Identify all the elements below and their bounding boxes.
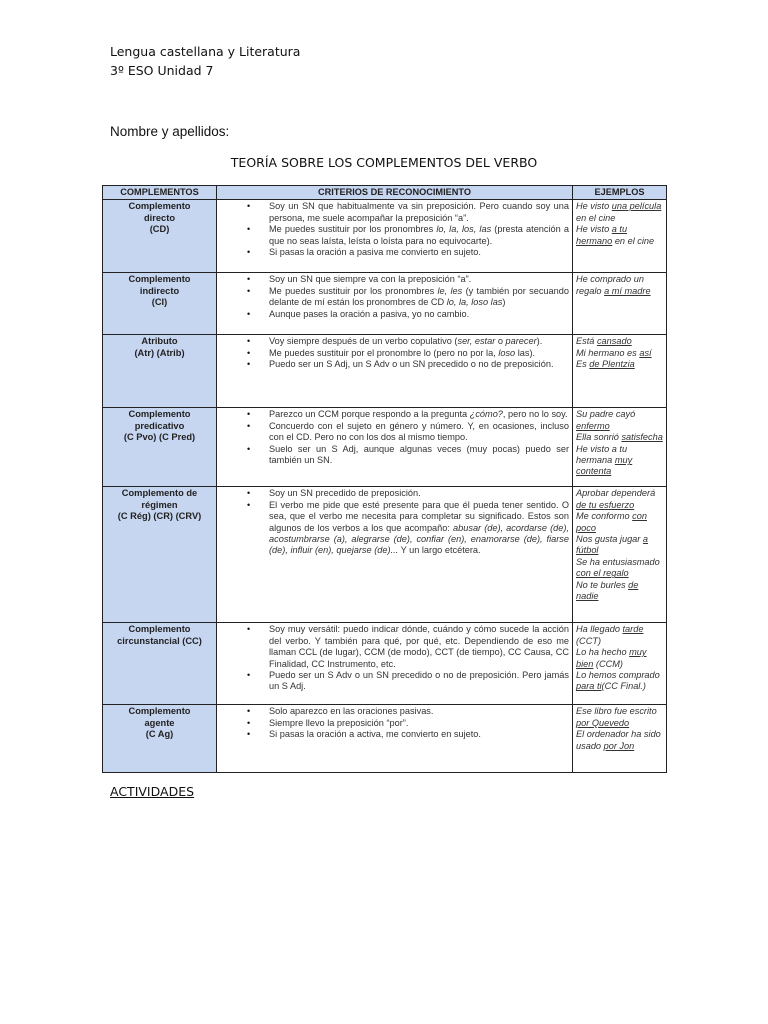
example-line [576, 224, 663, 247]
example-text: He visto [576, 201, 612, 212]
criteria-text: , pero no lo soy. [502, 409, 568, 420]
examples-cell [573, 273, 667, 335]
example-line [576, 432, 663, 443]
example-highlight: tarde [622, 624, 644, 635]
table-header-row [103, 186, 667, 200]
example-highlight: por Quevedo [576, 717, 630, 728]
example-line [576, 201, 663, 224]
example-highlight: a fútbol [576, 534, 649, 556]
criteria-italic-text: ser, estar [457, 336, 496, 347]
example-line [576, 706, 663, 729]
complement-name-line: Atributo [141, 336, 178, 347]
criteria-italic-text: lo, la, loso las [446, 297, 503, 308]
example-line [576, 557, 663, 580]
criteria-text: ) [502, 297, 506, 308]
examples-cell [573, 705, 667, 773]
example-highlight: de Plentzia [589, 359, 635, 370]
criteria-text: Si pasas la oración a activa, me convierto en sujeto. [269, 729, 481, 740]
criteria-text: las). [515, 347, 536, 358]
complement-name-line: Complemento de [121, 488, 198, 499]
criteria-text: Parezco un CCM porque respondo a la pregunta [269, 409, 470, 420]
criteria-text: (presta atención a que no seas laísta, leísta o loísta para no equivocarte). [269, 224, 569, 246]
example-line [576, 488, 663, 511]
example-text: Está [576, 336, 597, 347]
example-text: Mi hermano es [576, 347, 640, 358]
criteria-item [220, 348, 569, 359]
criteria-item [220, 444, 569, 467]
criteria-text: Soy muy versátil: puedo indicar dónde, cuándo y cómo sucede la acción del verbo. Y también para qué, por qué, etc. Dependiendo de eso me llaman CCL (de lugar), CCM (de modo), CCT (de tiempo), CC Causa, CC Finalidad, CC Instrumento, etc. [269, 624, 569, 669]
criteria-cell [217, 705, 573, 773]
table-row [103, 487, 667, 623]
example-text: Aprobar dependerá [576, 488, 656, 499]
example-highlight: enfermo [576, 420, 610, 431]
example-highlight: por Jon [603, 740, 635, 751]
criteria-italic-text: ¿cómo? [469, 409, 503, 420]
table-row [103, 335, 667, 408]
criteria-text: Concuerdo con el sujeto en género y número. Y, en ocasiones, incluso con el CD. Pero no con los dos al mismo tiempo. [269, 420, 569, 443]
criteria-text: Soy un SN que siempre va con la preposición “a”. [269, 274, 472, 285]
complement-name [103, 408, 217, 487]
example-highlight: a mí madre [604, 285, 651, 296]
complement-name-line: (CI) [151, 297, 168, 308]
example-highlight: cansado [596, 336, 632, 347]
example-text: Su padre cayó [576, 409, 636, 420]
example-line [576, 647, 663, 670]
examples-cell [573, 408, 667, 487]
criteria-item [220, 274, 569, 285]
complements-table [102, 185, 667, 773]
complement-name-line: (C Pvo) (C Pred) [123, 432, 196, 443]
header-complementos: COMPLEMENTOS [103, 186, 217, 200]
criteria-item [220, 718, 569, 729]
criteria-list [220, 274, 569, 320]
example-line [576, 534, 663, 557]
criteria-cell [217, 273, 573, 335]
complement-name [103, 273, 217, 335]
example-text: He comprado un regalo [576, 274, 644, 296]
criteria-text: Si pasas la oración a pasiva me convierto en sujeto. [269, 247, 481, 258]
criteria-text: Aunque pases la oración a pasiva, yo no cambio. [269, 308, 470, 319]
criteria-list [220, 488, 569, 556]
criteria-item [220, 409, 569, 420]
criteria-italic-text: parecer [505, 336, 537, 347]
criteria-item [220, 500, 569, 557]
example-highlight: con el regalo [576, 568, 629, 579]
document-header [110, 42, 300, 80]
criteria-text: Puedo ser un S Adj, un S Adv o un SN precedido o no de preposición. [269, 359, 554, 370]
example-text: (CCM) [593, 658, 623, 669]
criteria-item [220, 624, 569, 670]
complement-name [103, 487, 217, 623]
example-line [576, 444, 663, 478]
criteria-text: Voy siempre después de un verbo copulativo ( [269, 336, 458, 347]
table-row [103, 705, 667, 773]
example-text: Me conformo [576, 511, 633, 522]
criteria-item [220, 247, 569, 258]
criteria-text: El verbo me pide que esté presente para que él pueda tener sentido. O sea, que el verbo me necesita para completar su significado. Estos son algunos de los verbos a los que acompaño: [269, 499, 569, 533]
example-text: El ordenador ha sido usado [576, 729, 661, 751]
example-text: en el cine [576, 212, 616, 223]
complement-name-line: agente [144, 717, 175, 728]
criteria-item [220, 359, 569, 370]
criteria-item [220, 201, 569, 224]
complement-name [103, 705, 217, 773]
example-text: Ese libro fue escrito [576, 706, 657, 717]
example-highlight: de nadie [576, 579, 639, 602]
complement-name [103, 623, 217, 705]
example-highlight: una película [611, 201, 662, 212]
examples-cell [573, 335, 667, 408]
example-highlight: muy bien [576, 647, 647, 669]
criteria-list [220, 201, 569, 258]
example-highlight: satisfecha [621, 432, 663, 443]
criteria-item [220, 336, 569, 347]
criteria-text: o [495, 336, 506, 347]
example-text: He visto [576, 224, 612, 235]
example-line [576, 511, 663, 534]
criteria-cell [217, 335, 573, 408]
examples-cell [573, 623, 667, 705]
example-highlight: muy contenta [576, 455, 633, 477]
example-line [576, 670, 663, 693]
criteria-text: Suelo ser un S Adj, aunque algunas veces (muy pocas) puedo ser también un SN. [269, 443, 569, 466]
criteria-cell [217, 408, 573, 487]
complement-name-line: predicativo [134, 420, 185, 431]
complement-name-line: (C Ag) [145, 729, 174, 740]
criteria-text: Siempre llevo la preposición “por”. [269, 717, 409, 728]
criteria-text: Y un largo etcétera. [398, 545, 481, 556]
example-text: Nos gusta jugar [576, 534, 643, 545]
example-text: He visto a tu hermana [576, 443, 628, 466]
example-highlight: con poco [576, 511, 647, 533]
example-line [576, 580, 663, 603]
criteria-item [220, 224, 569, 247]
complement-name-line: (C Rég) (CR) (CRV) [117, 511, 202, 522]
example-text: en el cine [612, 235, 655, 246]
example-line [576, 359, 663, 370]
criteria-text: Me puedes sustituir por los pronombres [269, 224, 437, 235]
example-text: Ha llegado [576, 624, 623, 635]
table-body [103, 200, 667, 773]
criteria-list [220, 336, 569, 370]
criteria-item [220, 729, 569, 740]
criteria-cell [217, 623, 573, 705]
criteria-item [220, 421, 569, 444]
complement-name [103, 200, 217, 273]
criteria-text: Soy un SN que habitualmente va sin preposición. Pero cuando soy una persona, me suele acompañar la preposición “a”. [269, 201, 569, 223]
example-highlight: así [639, 347, 652, 358]
criteria-text: ). [536, 336, 543, 347]
example-text: Se ha entusiasmado [576, 556, 660, 567]
criteria-list [220, 706, 569, 740]
table-row [103, 623, 667, 705]
complement-name-line: Complemento [128, 409, 191, 420]
example-text: Es [576, 359, 590, 370]
complement-name-line: Complemento [128, 274, 191, 285]
example-highlight: de tu esfuerzo [576, 499, 635, 510]
example-line [576, 624, 663, 647]
complement-name [103, 335, 217, 408]
criteria-list [220, 409, 569, 466]
table-row [103, 408, 667, 487]
complement-name-line: Complemento [128, 201, 191, 212]
criteria-italic-text: le, les [437, 285, 463, 296]
page-title: TEORÍA SOBRE LOS COMPLEMENTOS DEL VERBO [230, 155, 538, 170]
complement-name-line: (CD) [149, 224, 170, 235]
criteria-item [220, 670, 569, 693]
header-ejemplos: EJEMPLOS [573, 186, 667, 200]
complement-name-line: circunstancial (CC) [117, 635, 202, 646]
example-text: (CCT) [576, 635, 602, 646]
examples-cell [573, 200, 667, 273]
criteria-text: (y también por secuando delante de mí están los pronombres de CD [269, 285, 569, 308]
complement-name-line: (Atr) (Atrib) [134, 347, 185, 358]
example-line [576, 409, 663, 432]
criteria-text: Solo aparezco en las oraciones pasivas. [269, 706, 434, 717]
criteria-item [220, 706, 569, 717]
example-line [576, 729, 663, 752]
criteria-item [220, 488, 569, 499]
example-text: Lo hemos comprado [576, 670, 660, 681]
subject-line: Lengua castellana y Literatura [110, 44, 301, 59]
example-line [576, 348, 663, 359]
student-name-label: Nombre y apellidos: [110, 124, 230, 139]
criteria-text: Puedo ser un S Adv o un SN precedido o no de preposición. Pero jamás un S Adj. [269, 670, 569, 692]
criteria-italic-text: lo, la, los, las [436, 224, 492, 235]
complement-name-line: Complemento [128, 624, 191, 635]
examples-cell [573, 487, 667, 623]
complement-name-line: directo [144, 212, 175, 223]
header-criterios: CRITERIOS DE RECONOCIMIENTO [217, 186, 573, 200]
criteria-list [220, 624, 569, 692]
course-line: 3º ESO Unidad 7 [110, 63, 214, 78]
example-line [576, 274, 663, 297]
activities-heading: ACTIVIDADES [110, 784, 195, 799]
table-row [103, 200, 667, 273]
example-highlight: a tu hermano [576, 224, 628, 246]
complement-name-line: indirecto [139, 285, 180, 296]
example-text: No te burles [576, 579, 629, 590]
criteria-item [220, 286, 569, 309]
complement-name-line: régimen [141, 499, 178, 510]
criteria-italic-text: abusar (de), acordarse (de), acostumbrarse (a), alegrarse (de), confiar (en), enamorarse (de), fiarse (de), influir (en), quejarse (de)... [269, 522, 569, 556]
example-highlight: para ti [576, 681, 602, 692]
criteria-cell [217, 487, 573, 623]
criteria-text: Soy un SN precedido de preposición. [269, 488, 421, 499]
criteria-text: Me puedes sustituir por el pronombre lo (pero no por la, [269, 347, 499, 358]
example-text: Lo ha hecho [576, 647, 630, 658]
complement-name-line: Complemento [128, 706, 191, 717]
example-text: Ella sonrió [576, 432, 622, 443]
example-line [576, 336, 663, 347]
criteria-italic-text: loso [498, 347, 516, 358]
criteria-text: Me puedes sustituir por los pronombres [269, 285, 438, 296]
criteria-cell [217, 200, 573, 273]
example-text: (CC Final.) [601, 681, 646, 692]
criteria-item [220, 309, 569, 320]
table-row [103, 273, 667, 335]
